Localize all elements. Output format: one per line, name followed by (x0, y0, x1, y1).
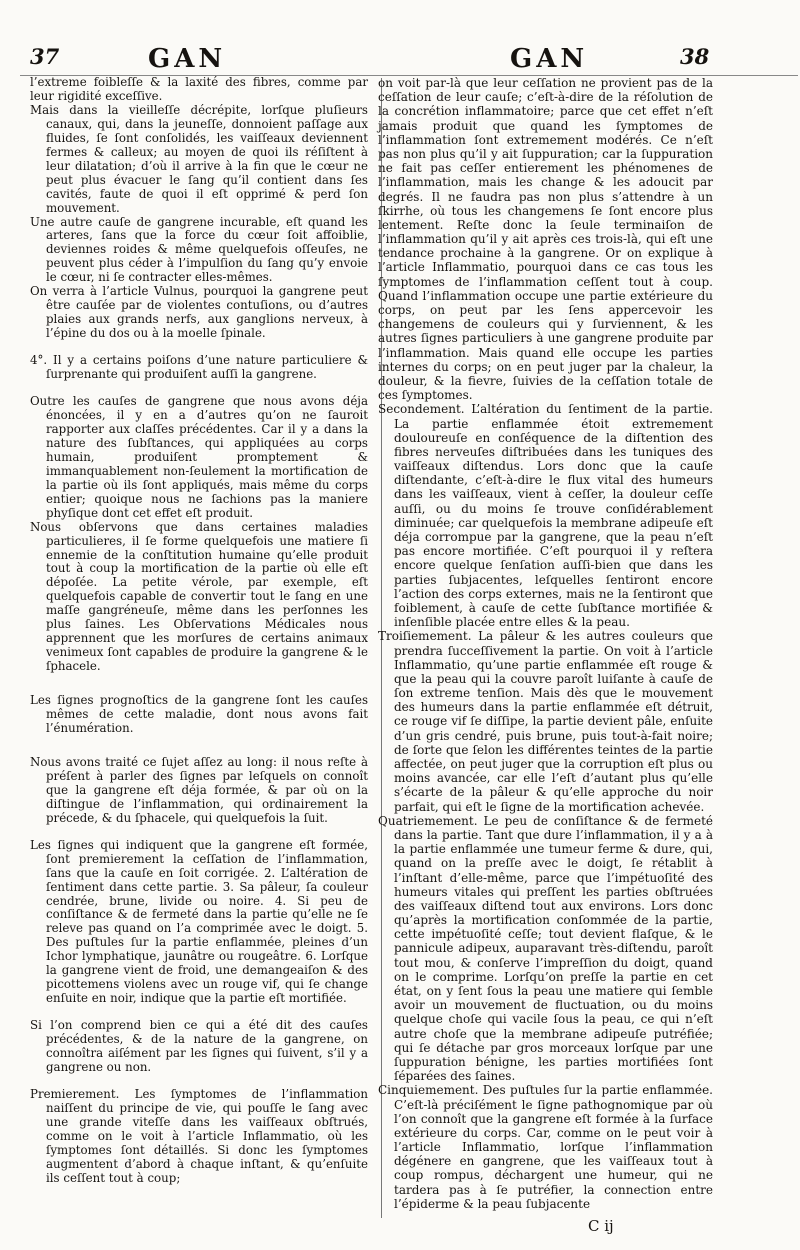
right-running-head: GAN (510, 44, 589, 74)
left-page-number: 37 (30, 44, 60, 69)
paragraph: On verra à l’article Vulnus, pourquoi la gangrene peut être cauſée par de violentes contuſions, ou d’autres plaies aux grands nerfs, aux ganglions nerveux, à l’épine du dos ou à la moelle ſpinale. (30, 284, 368, 341)
paragraph: Mais dans la vieilleſſe décrépite, lorſque pluſieurs canaux, qui, dans la jeuneſſe, donnoient paſſage aux fluides, ſe ſont conſolidés, les vaiſſeaux deviennent fermes & calleux; au moyen de quoi ils réſiſtent à leur dilatation; d’où il arrive à la fin que le cœur ne peut plus évacuer le ſang qu’il contient dans ſes cavités, faute de quoi il eſt opprimé & perd ſon mouvement. (30, 102, 368, 215)
paragraph: Si l’on comprend bien ce qui a été dit des cauſes précédentes, & de la nature de la gangrene, on connoîtra aiſément par les ſignes qui ſuivent, s’il y a gangrene ou non. (30, 1018, 368, 1074)
paragraph: on voit par-là que leur ceſſation ne provient pas de la ceſſation de leur cauſe; c’eſt-à-dire de la réſolution de la concrétion inflammatoire; parce que cet effet n’eſt jamais produit que quand les ſymptomes de l’inflammation ſont extremement modérés. Ce n’eſt pas non plus qu’il y ait ſuppuration; car la ſuppuration ne fait pas ceſſer entierement les phénomenes de l’inflammation, mais les change & les adoucit par degrés. Il ne faudra pas non plus s’attendre à un ſkirrhe, où tous les changemens ſe ſont encore plus lentement. Reſte donc la ſeule terminaiſon de l’inflammation qu’il y ait après ces trois-là, qui eſt une tendance prochaine à la gangrene. Or on explique à l’article Inflammatio, pourquoi dans ce cas tous les ſymptomes de l’inflammation ceſſent tout à coup. Quand l’inflammation occupe une partie extérieure du corps, on peut par les ſens appercevoir les changemens de couleurs qui y ſurviennent, & les autres ſignes particuliers à une gangrene produite par l’inflammation. Mais quand elle occupe les parties internes du corps; on en peut juger par la chaleur, la douleur, & la fievre, ſuivies de la ceſſation totale de ces ſymptomes. (378, 76, 713, 403)
paragraph: Nous obſervons que dans certaines maladies particulieres, il ſe forme quelquefois une matiere ſi ennemie de la conſtitution humaine qu’elle produit tout à coup la mortification de la partie où elle eſt dépoſée. La petite vérole, par exemple, eſt quelquefois capable de convertir tout le ſang en une maſſe gangréneuſe, même dans les perſonnes les plus ſaines. Les Obſervations Médicales nous apprennent que les morſures de certains animaux venimeux ſont capables de produire la gangrene & le ſphacele. (30, 519, 368, 674)
paragraph: Premierement. Les ſymptomes de l’inflammation naiſſent du principe de vie, qui pouſſe le ſang avec une grande viteſſe dans les vaiſſeaux obſtrués, comme on le voit à l’article Inflammatio, où les ſymptomes ſont détaillés. Si donc les ſymptomes augmentent d’abord à chaque inſtant, & qu’enſuite ils ceſſent tout à coup; (30, 1086, 368, 1185)
signature-mark: C ij (588, 1217, 614, 1235)
paragraph: Secondement. L’altération du ſentiment de la partie. La partie enflammée étoit extremement douloureuſe en conſéquence de la diſtention des fibres nerveuſes diſtribuées dans les tuniques des vaiſſeaux diſtendus. Lors donc que la cauſe diſtendante, c’eſt-à-dire le flux vital des humeurs dans les vaiſſeaux, vient à ceſſer, la douleur ceſſe auſſi, ou du moins ſe trouve conſidérablement diminuée; car quelquefois la membrane adipeuſe eſt déja corrompue par la gangrene, que la peau n’eſt pas encore mortifiée. C’eſt pourquoi il y reſtera encore quelque ſenſation auſſi-bien que dans les parties ſubjacentes, leſquelles ſentiront encore l’action des corps externes, mais ne la ſentiront que foiblement, à cauſe de cette ſubſtance mortifiée & inſenſible placée entre elles & la peau. (378, 402, 713, 630)
paragraph: Les ſignes prognoſtics de la gangrene ſont les cauſes mêmes de cette maladie, dont nous avons fait l’énumération. (30, 693, 368, 735)
paragraph: Cinquiemement. Des puſtules ſur la partie enflammée. C’eſt-là préciſément le ſigne pathognomique par où l’on connoît que la gangrene eſt formée à la ſurface extérieure du corps. Car, comme on le peut voir à l’article Inflammatio, lorſque l’inflammation dégénere en gangrene, que les vaiſſeaux tout à coup rompus, déchargent une humeur, qui ne tardera pas à ſe putréfier, la connection entre l’épiderme & la peau ſubjacente (378, 1083, 713, 1211)
paragraph: Troiſiemement. La pâleur & les autres couleurs que prendra ſucceſſivement la partie. On voit à l’article Inflammatio, qu’une partie enflammée eſt rouge & que la peau qui la couvre paroît luiſante à cauſe de ſon extreme tenſion. Mais dès que le mouvement des humeurs dans la partie enflammée eſt détruit, ce rouge vif ſe diſſipe, la partie devient pâle, enſuite d’un gris cendré, puis brune, puis tout-à-fait noire; de ſorte que ſelon les différentes teintes de la partie affectée, on peut juger que la corruption eſt plus ou moins avancée, car elle l’eſt d’autant plus qu’elle s’écarte de la pâleur & qu’elle approche du noir parfait, qui eſt le ſigne de la mortification achevée. (378, 629, 713, 814)
paragraph: Les ſignes qui indiquent que la gangrene eſt formée, ſont premierement la ceſſation de l’inflammation, ſans que la cauſe en ſoit corrigée. 2. L’altération de ſentiment dans cette partie. 3. Sa pâleur, ſa couleur cendrée, brune, livide ou noire. 4. Si peu de conſiſtance & de fermeté dans la partie qu’elle ne ſe releve pas quand on l’a comprimée avec le doigt. 5. Des puſtules ſur la partie enflammée, pleines d’un Ichor lymphatique, jaunâtre ou rougeâtre. 6. Lorſque la gangrene vient de froid, une demangeaiſon & des picottemens violens avec un rouge vif, qui ſe change enſuite en noir, indique que la partie eſt mortifiée. (30, 837, 368, 1006)
paragraph: Une autre cauſe de gangrene incurable, eſt quand les arteres, ſans que la force du cœur ſoit affoiblie, deviennes roides & même quelquefois oſſeuſes, ne peuvent plus céder à l’impulſion du ſang qu’y envoie le cœur, ni ſe contracter elles-mêmes. (30, 214, 368, 285)
paragraph: l’extreme foibleſſe & la laxité des fibres, comme par leur rigidité exceſſive. (30, 75, 368, 103)
paragraph: Quatriemement. Le peu de conſiſtance & de fermeté dans la partie. Tant que dure l’inflammation, il y a à la partie enflammée une tumeur ferme & dure, qui, quand on la preſſe avec le doigt, ſe rétablit à l’inſtant d’elle-même, parce que l’impétuoſité des humeurs vitales qui preſſent les parties obſtruées des vaiſſeaux diſtend tout aux environs. Lors donc qu’après la mortification conſommée de la partie, cette impétuoſité ceſſe; tout devient flaſque, & le pannicule adipeux, auparavant très-diſtendu, paroît tout mou, & conſerve l’impreſſion du doigt, quand on le comprime. Lorſqu’on preſſe la partie en cet état, on y ſent ſous la peau une matiere qui ſemble avoir un mouvement de fluctuation, ou du moins quelque choſe qui vacile ſous la peau, ce qui n’eſt autre choſe que la membrane adipeuſe putréfiée; qui ſe détache par gros morceaux lorſque par une ſuppuration bénigne, les parties mortifiées ſont ſéparées des ſaines. (378, 813, 713, 1084)
right-column (378, 76, 713, 1211)
right-page-number: 38 (680, 44, 710, 69)
left-running-head: GAN (148, 44, 227, 74)
left-column (30, 76, 368, 1186)
paragraph: Nous avons traité ce ſujet aſſez au long: il nous reſte à préſent à parler des ſignes par leſquels on connoît que la gangrene eſt déja formée, & par où on la diſtingue de l’inflammation, qui ordinairement la précede, & du ſphacele, qui quelquefois la ſuit. (30, 754, 368, 825)
paragraph: 4°. Il y a certains poiſons d’une nature particuliere & ſurprenante qui produiſent auſſi la gangrene. (30, 353, 368, 382)
paragraph: Outre les cauſes de gangrene que nous avons déja énoncées, il y en a d’autres qu’on ne ſauroit rapporter aux claſſes précédentes. Car il y a dans la nature des ſubſtances, qui appliquées au corps humain, produiſent promptement & immanquablement non-ſeulement la mortification de la partie où ils ſont appliqués, mais même du corps entier; quoique nous ne ſachions pas la maniere phyſique dont cet effet eſt produit. (30, 394, 368, 520)
